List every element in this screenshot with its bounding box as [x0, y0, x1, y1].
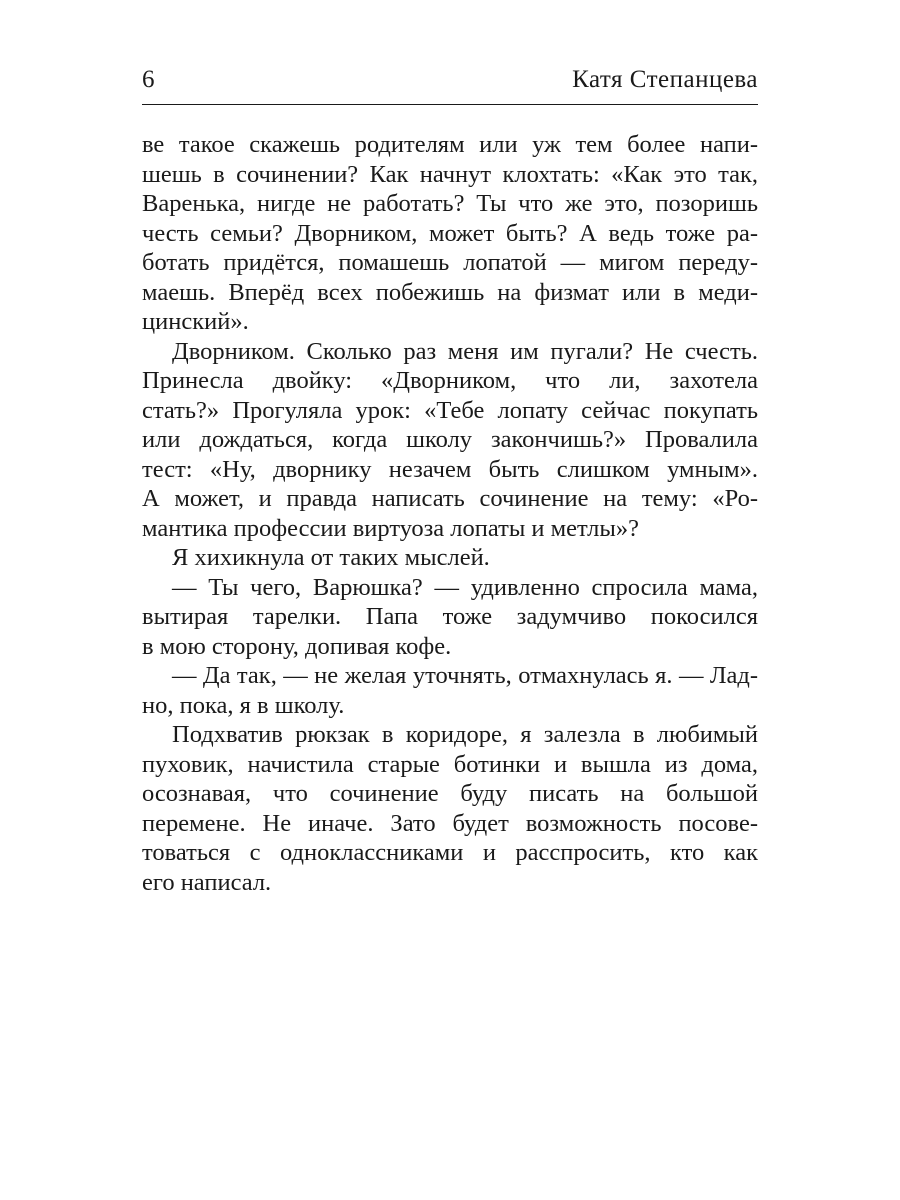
text-line: честь семьи? Дворником, может быть? А ведь тоже ра- [142, 219, 758, 247]
page-number: 6 [142, 66, 155, 93]
text-line: — Да так, — не желая уточнять, отмахнулась я. — Лад- [172, 662, 758, 689]
running-head [142, 66, 758, 106]
text-line: Дворником. Сколько раз меня им пугали? Не счесть. [172, 337, 758, 365]
text-line: тест: «Ну, дворнику незачем быть слишком умным». [142, 455, 758, 483]
text-line: стать?» Прогуляла урок: «Тебе лопату сейчас покупать [142, 396, 758, 424]
text-line: товаться с одноклассниками и расспросить, кто как [142, 839, 758, 866]
text-line: Я хихикнула от таких мыслей. [172, 544, 490, 571]
text-line: или дождаться, когда школу закончишь?» Провалила [142, 426, 758, 453]
text-line: его написал. [142, 868, 272, 896]
text-line: ботать придётся, помашешь лопатой — мигом переду- [142, 249, 758, 276]
text-line: мантика профессии виртуоза лопаты и метлы»? [142, 514, 639, 542]
body-text [142, 130, 758, 897]
text-line: маешь. Вперёд всех побежишь на физмат или в меди- [142, 278, 758, 306]
text-line: Подхватив рюкзак в коридоре, я залезла в любимый [172, 721, 758, 748]
text-line: пуховик, начистила старые ботинки и вышла из дома, [142, 750, 758, 778]
text-line: ве такое скажешь родителям или уж тем более напи- [142, 131, 758, 158]
text-line: вытирая тарелки. Папа тоже задумчиво покосился [142, 603, 758, 630]
text-line: перемене. Не иначе. Зато будет возможность посове- [142, 809, 758, 837]
running-head-author: Катя Степанцева [572, 66, 758, 93]
text-line: А может, и правда написать сочинение на тему: «Ро- [142, 485, 758, 512]
text-line: но, пока, я в школу. [142, 691, 345, 719]
text-line: в мою сторону, допивая кофе. [142, 632, 452, 660]
header-rule [142, 104, 758, 105]
text-line: — Ты чего, Варюшка? — удивленно спросила мама, [172, 573, 758, 601]
text-line: шешь в сочинении? Как начнут клохтать: «Как это так, [142, 160, 758, 188]
text-line: осознавая, что сочинение буду писать на большой [142, 780, 758, 807]
text-line: Принесла двойку: «Дворником, что ли, захотела [142, 367, 758, 394]
text-line: цинский». [142, 308, 249, 335]
text-line: Варенька, нигде не работать? Ты что же это, позоришь [142, 190, 758, 217]
